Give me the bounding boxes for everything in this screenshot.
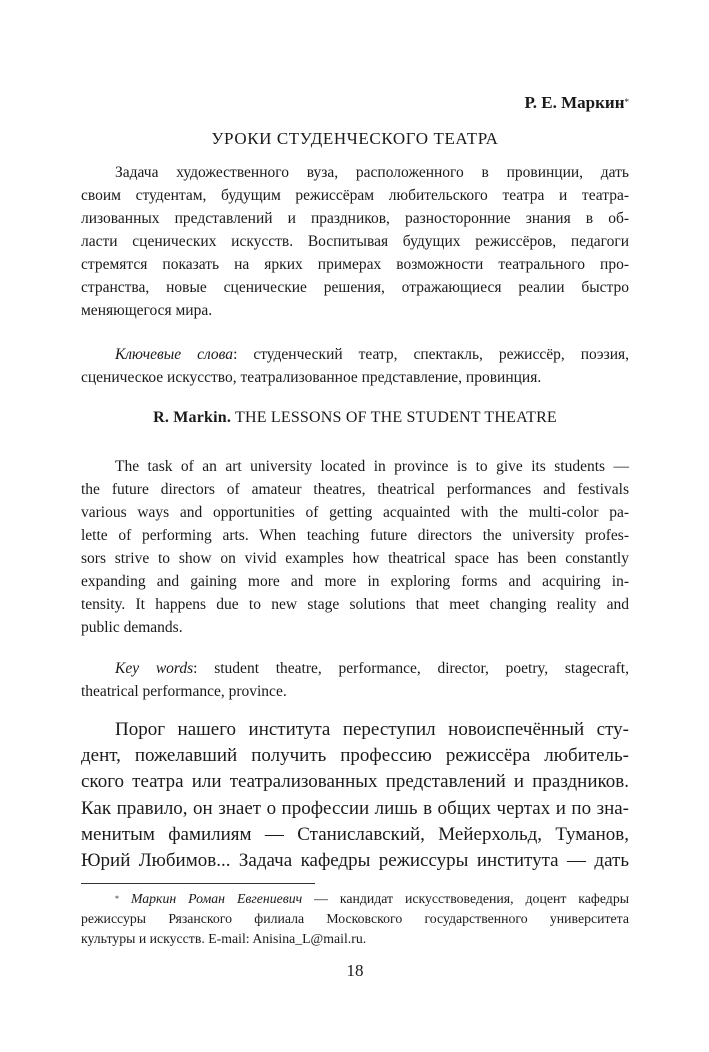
keywords-en: [81, 657, 629, 703]
abstract-en-line: lette of performing arts. When teaching future directors the university profes-: [81, 527, 629, 544]
abstract-en-line: various ways and opportunities of getting acquainted with the multi-color pa-: [81, 504, 629, 521]
body-line: Юрий Любимов... Задача кафедры режиссуры института — дать: [81, 850, 629, 872]
abstract-ru: [81, 161, 629, 322]
abstract-en-line: sors strive to show on vivid examples how theatrical space has been constantly: [81, 550, 629, 567]
abstract-en-line: tensity. It happens due to new stage solutions that meet changing reality and: [81, 596, 629, 613]
footnote-line: [81, 889, 629, 909]
keywords-en-label: Key words: [115, 660, 194, 677]
abstract-ru-line: Задача художественного вуза, расположенного в провинции, дать: [115, 164, 629, 181]
keywords-en-line: [81, 657, 629, 680]
abstract-ru-line: своим студентам, будущим режиссёрам любительского театра и театра-: [81, 187, 629, 204]
abstract-ru-line: ласти сценических искусств. Воспитывая будущих режиссёров, педагоги: [81, 233, 629, 250]
body-paragraph: [81, 717, 629, 874]
keywords-ru-text: : студенческий театр, спектакль, режиссёр, поэзия,: [233, 346, 630, 363]
footnote-line: культуры и искусств. E-mail: Anisina_L@mail.ru.: [81, 931, 367, 946]
abstract-en-line: The task of an art university located in province is to give its students —: [115, 458, 629, 475]
abstract-en-line: the future directors of amateur theatres, theatrical performances and festivals: [81, 481, 629, 498]
page-number: 18: [346, 961, 364, 980]
keywords-ru-label: Ключевые слова: [115, 346, 234, 363]
footnote: [81, 889, 629, 949]
footnote-author-name: Маркин Роман Евгениевич: [130, 891, 303, 906]
english-author: R. Markin.: [153, 409, 232, 426]
abstract-en-line: public demands.: [81, 619, 183, 636]
keywords-ru-line: сценическое искусство, театрализованное представление, провинция.: [81, 369, 542, 386]
keywords-en-text: : student theatre, performance, director, poetry, stagecraft,: [193, 660, 629, 677]
abstract-ru-line: странства, новые сценические решения, отражающиеся реалии быстро: [81, 279, 629, 296]
body-line: Порог нашего института переступил новоиспечённый сту-: [115, 719, 629, 740]
body-line: ского театра или театрализованных представлений и праздников.: [81, 771, 629, 793]
footnote-line: режиссуры Рязанского филиала Московского государственного университета: [81, 911, 629, 926]
author-name-text: Р. Е. Маркин: [524, 93, 625, 112]
footnote-text: — кандидат искусствоведения, доцент кафедры: [302, 891, 629, 906]
author-footnote-mark: *: [624, 97, 629, 107]
abstract-ru-line: меняющегося мира.: [81, 302, 213, 319]
abstract-ru-line: стремятся показать на ярких примерах возможности театрального про-: [81, 256, 629, 273]
keywords-ru: [81, 343, 629, 389]
article-title: УРОКИ СТУДЕНЧЕСКОГО ТЕАТРА: [211, 129, 499, 148]
english-title-text: THE LESSONS OF THE STUDENT THEATRE: [234, 409, 557, 426]
abstract-ru-line: лизованных представлений и праздников, разносторонние знания в об-: [81, 210, 629, 227]
abstract-en: [81, 455, 629, 639]
footnote-mark: *: [115, 894, 119, 903]
author-name: [525, 92, 629, 114]
english-title: [81, 406, 629, 430]
body-line: менитым фамилиям — Станиславский, Мейерхольд, Туманов,: [81, 823, 629, 845]
abstract-en-line: expanding and gaining more and more in exploring forms and acquiring in-: [81, 573, 629, 590]
keywords-ru-line: [81, 343, 629, 366]
footnote-divider: [81, 883, 315, 884]
body-line: дент, пожелавший получить профессию режиссёра любитель-: [81, 745, 629, 767]
body-line: Как правило, он знает о профессии лишь в общих чертах и по зна-: [81, 797, 629, 819]
keywords-en-line: theatrical performance, province.: [81, 683, 287, 700]
